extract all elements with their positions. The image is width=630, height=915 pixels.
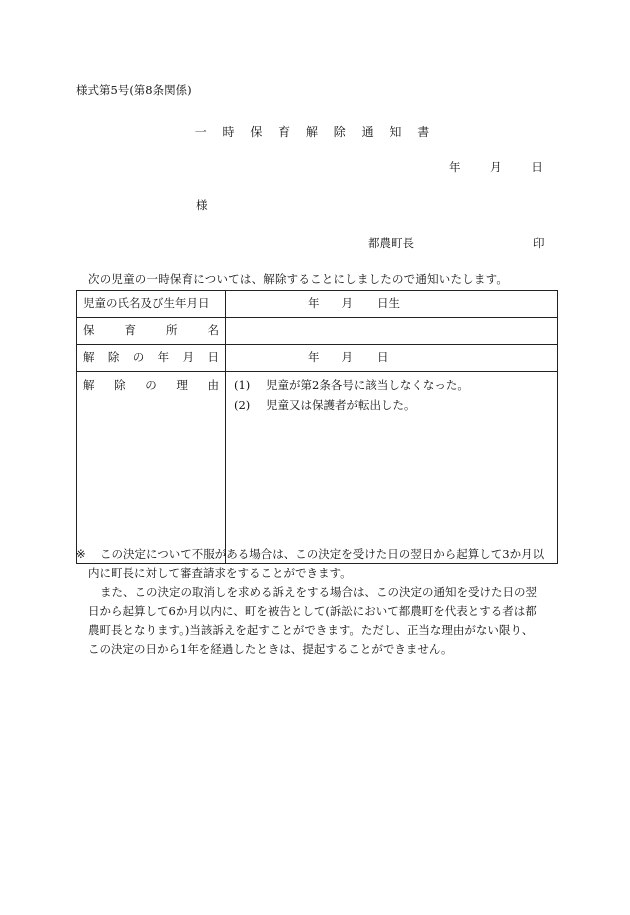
table-row [77, 345, 558, 372]
cancel-year-label: 年 [308, 350, 320, 365]
date-month-label: 月 [490, 160, 502, 174]
value-cancel-reason [226, 372, 558, 564]
value-cancel-date [226, 345, 558, 372]
label-char: 理 [176, 378, 188, 392]
label-char: 解 [83, 378, 95, 392]
date-day-label: 日 [531, 160, 543, 174]
notice-line: 内に町長に対して審査請求をすることができます。 [88, 566, 352, 580]
label-char: 由 [207, 378, 219, 392]
reason-number: (1) [234, 378, 251, 392]
label-char: 解 [83, 350, 95, 365]
label-char: 日 [207, 350, 219, 365]
seal-mark: 印 [533, 236, 545, 250]
label-char: 保 [83, 323, 95, 338]
label-char: 育 [124, 323, 136, 338]
table-row [77, 372, 558, 564]
table-row [77, 291, 558, 318]
issuer-name: 都農町長 [368, 236, 414, 250]
label-char: の [145, 378, 157, 392]
value-nursery-name [226, 318, 558, 345]
reason-text: 児童又は保護者が転出した。 [266, 397, 416, 412]
notice-line: この決定の日から1年を経過したときは、提起することができません。 [88, 642, 453, 656]
birth-day-label: 日生 [377, 296, 400, 311]
issue-date [449, 162, 543, 174]
notice-line: この決定について不服がある場合は、この決定を受けた日の翌日から起算して3か月以 [100, 547, 545, 561]
note-mark: ※ [76, 547, 86, 561]
value-child-name-birthdate [226, 291, 558, 318]
form-number: 様式第5号(第8条関係) [76, 83, 192, 97]
label-char: 除 [114, 378, 126, 392]
label-char: の [132, 350, 145, 365]
cancel-day-label: 日 [377, 350, 389, 365]
label-child-name-birthdate [77, 291, 226, 318]
intro-text: 次の児童の一時保育については、解除することにしましたので通知いたします。 [88, 272, 509, 286]
birth-year-label: 年 [308, 296, 320, 311]
table-row [77, 318, 558, 345]
notice-paragraph-appeal [76, 545, 562, 583]
document-title: 一 時 保 育 解 除 通 知 書 [194, 125, 436, 139]
addressee-suffix: 様 [196, 198, 208, 212]
label-cancel-reason [77, 372, 226, 564]
label-char: 除 [107, 350, 120, 365]
notice-line: 日から起算して6か月以内に、町を被告として(訴訟において都農町を代表とする者は都 [88, 604, 537, 618]
label-cancel-date [77, 345, 226, 372]
cancel-month-label: 月 [341, 350, 353, 365]
reason-item [232, 397, 551, 412]
info-table [76, 290, 558, 564]
row-label: 児童の氏名及び生年月日 [83, 296, 210, 311]
reason-text: 児童が第2条各号に該当しなくなった。 [266, 378, 469, 392]
reason-number: (2) [234, 397, 251, 412]
label-nursery-name [77, 318, 226, 345]
label-char: 年 [157, 350, 170, 365]
notice-line: また、この決定の取消しを求める訴えをする場合は、この決定の通知を受けた日の翌 [100, 585, 537, 599]
birth-month-label: 月 [341, 296, 353, 311]
label-char: 所 [166, 323, 178, 338]
notice-paragraph-lawsuit [76, 583, 562, 659]
date-year-label: 年 [449, 160, 461, 174]
label-char: 名 [207, 323, 219, 338]
notice-line: 農町長となります。)当該訴えを起すことができます。ただし、正当な理由がない限り、 [88, 623, 534, 637]
notice-section [76, 545, 562, 659]
label-char: 月 [182, 350, 195, 365]
reason-item [232, 380, 551, 392]
